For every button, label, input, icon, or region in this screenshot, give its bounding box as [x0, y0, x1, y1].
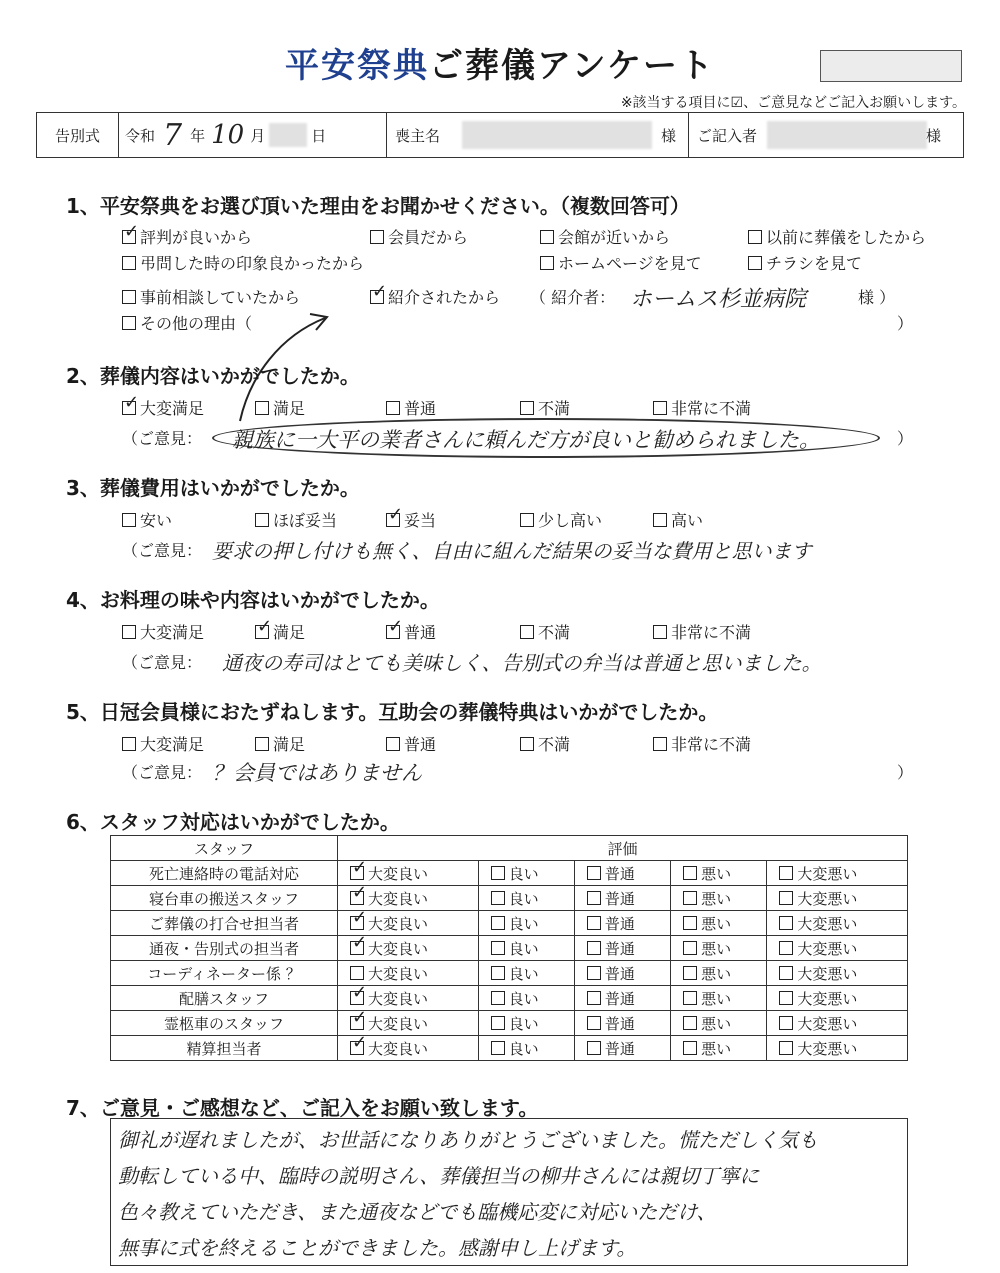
checkbox[interactable]	[683, 916, 697, 930]
rating-cell[interactable]	[767, 986, 908, 1011]
checkbox[interactable]	[683, 941, 697, 955]
q5-close-paren: ）	[897, 763, 914, 782]
q3-comment[interactable]: 要求の押し付けも無く、自由に組んだ結果の妥当な費用と思います	[212, 539, 812, 563]
rating-cell[interactable]	[574, 1011, 670, 1036]
checkbox[interactable]	[587, 991, 601, 1005]
q3-comment-label: （ご意見：	[122, 541, 203, 560]
checkbox[interactable]	[683, 966, 697, 980]
rating-cell[interactable]	[767, 936, 908, 961]
rating-label: 普通	[604, 964, 635, 983]
rating-label: 大変良い	[368, 989, 429, 1008]
table-row	[111, 911, 908, 936]
q4-title: 4、お料理の味や内容はいかがでしたか。	[66, 588, 440, 612]
checkbox[interactable]	[491, 866, 505, 880]
rating-label: 悪い	[701, 889, 732, 908]
q4-option[interactable]: 非常に不満	[653, 620, 751, 643]
checkbox[interactable]	[122, 290, 136, 304]
q4-option[interactable]: 大変満足	[122, 620, 204, 643]
brand-name: 平安祭典	[285, 46, 430, 86]
rating-cell[interactable]	[574, 986, 670, 1011]
day-redacted	[269, 123, 307, 147]
checkbox[interactable]	[255, 737, 269, 751]
introducer-suffix: 様 ）	[858, 288, 896, 307]
q6-title: 6、スタッフ対応はいかがでしたか。	[66, 810, 400, 834]
rating-cell[interactable]	[671, 861, 767, 886]
rating-cell[interactable]	[478, 911, 574, 936]
rating-cell[interactable]	[574, 886, 670, 911]
staff-role: 配膳スタッフ	[111, 986, 338, 1011]
q7-line: 色々教えていただき、また通夜などでも臨機応変に対応いただけ、	[118, 1200, 717, 1224]
title-text: ご葬儀アンケート	[429, 46, 715, 86]
rating-label: 良い	[508, 1014, 539, 1033]
day-label: 日	[311, 126, 327, 145]
q1-option[interactable]: 会館が近いから	[540, 225, 670, 248]
checkbox[interactable]	[350, 991, 364, 1005]
year-value[interactable]: 7	[163, 117, 183, 153]
rating-label: 悪い	[701, 914, 732, 933]
rating-label: 悪い	[701, 1039, 732, 1058]
rating-cell[interactable]	[338, 936, 479, 961]
checkbox[interactable]	[779, 991, 793, 1005]
q2-close-paren: ）	[897, 429, 914, 448]
rating-label: 良い	[508, 864, 539, 883]
chief-mourner-label: 喪主名	[395, 126, 441, 145]
respondent-label: ご記入者	[697, 126, 758, 145]
q4-option[interactable]: 不満	[520, 620, 570, 643]
q3-option[interactable]: 高い	[653, 508, 703, 531]
year-label: 年	[190, 126, 206, 145]
checkbox[interactable]	[653, 401, 667, 415]
checkbox[interactable]	[350, 966, 364, 980]
checkbox[interactable]	[587, 916, 601, 930]
q5-comment[interactable]: ？会員ではありません	[212, 761, 422, 785]
q1-option[interactable]: 弔問した時の印象良かったから	[122, 251, 364, 274]
rating-label: 良い	[508, 939, 539, 958]
rating-label: 大変悪い	[797, 989, 858, 1008]
checkbox[interactable]	[491, 1041, 505, 1055]
q1-option[interactable]: 会員だから	[370, 225, 468, 248]
header-row	[36, 112, 964, 158]
checkbox[interactable]	[350, 941, 364, 955]
rating-label: 普通	[604, 1014, 635, 1033]
rating-label: 悪い	[701, 939, 732, 958]
checkbox[interactable]	[779, 966, 793, 980]
rating-cell[interactable]	[478, 886, 574, 911]
chief-mourner-redacted	[462, 121, 652, 149]
q7-title: 7、ご意見・ご感想など、ご記入をお願い致します。	[66, 1096, 539, 1120]
checkbox[interactable]	[520, 737, 534, 751]
checkbox[interactable]	[370, 230, 384, 244]
rating-label: 大変良い	[368, 914, 429, 933]
checkbox[interactable]	[779, 916, 793, 930]
rating-cell[interactable]	[767, 1011, 908, 1036]
q4-option[interactable]: ✓ 満足	[255, 620, 305, 643]
rating-label: 大変悪い	[797, 1039, 858, 1058]
checkbox[interactable]	[350, 891, 364, 905]
q1-close-paren: ）	[897, 314, 914, 333]
rating-cell[interactable]	[671, 986, 767, 1011]
rating-cell[interactable]	[671, 1011, 767, 1036]
checkbox[interactable]	[587, 966, 601, 980]
q5-option[interactable]: 大変満足	[122, 732, 204, 755]
rating-label: 良い	[508, 989, 539, 1008]
checkbox[interactable]	[779, 1041, 793, 1055]
q2-option[interactable]: ✓大変満足	[122, 396, 204, 419]
checkbox[interactable]	[122, 230, 136, 244]
table-row	[111, 936, 908, 961]
table-row	[111, 1011, 908, 1036]
rating-cell[interactable]	[767, 861, 908, 886]
checkbox[interactable]	[779, 891, 793, 905]
rating-label: 普通	[604, 939, 635, 958]
q2-option[interactable]: 普通	[386, 396, 436, 419]
q5-option[interactable]: 満足	[255, 732, 305, 755]
staff-role: 通夜・告別式の担当者	[111, 936, 338, 961]
rating-cell[interactable]	[478, 861, 574, 886]
checkbox[interactable]	[491, 966, 505, 980]
q7-line: 無事に式を終えることができました。感謝申し上げます。	[118, 1236, 637, 1260]
service-label: 告別式	[54, 126, 100, 145]
chief-mourner-sama: 様	[660, 126, 676, 145]
checkbox[interactable]	[587, 891, 601, 905]
q2-option[interactable]: 不満	[520, 396, 570, 419]
checkbox[interactable]	[491, 916, 505, 930]
checkbox[interactable]	[587, 866, 601, 880]
table-header-row	[111, 836, 908, 861]
rating-label: 大変良い	[368, 889, 429, 908]
staff-role: コーディネーター係 ？	[111, 961, 338, 986]
rating-label: 良い	[508, 1039, 539, 1058]
checkbox[interactable]	[779, 866, 793, 880]
q2-comment[interactable]: 親族に一大平の業者さんに頼んだ方が良いと勧められました。	[232, 428, 820, 452]
checkbox[interactable]	[748, 256, 762, 270]
checkbox[interactable]	[491, 941, 505, 955]
q5-comment-label: （ご意見：	[122, 763, 203, 782]
q5-option[interactable]: 不満	[520, 732, 570, 755]
table-row	[111, 861, 908, 886]
rating-label: 大変悪い	[797, 964, 858, 983]
table-row	[111, 1036, 908, 1061]
rating-cell[interactable]	[767, 961, 908, 986]
q1-option[interactable]: ホームページを見て	[540, 251, 702, 274]
q1-title: 1、平安祭典をお選び頂いた理由をお聞かせください。（複数回答可）	[66, 194, 690, 218]
checkbox[interactable]	[653, 513, 667, 527]
rating-cell[interactable]	[574, 1036, 670, 1061]
checkbox[interactable]	[350, 1016, 364, 1030]
rating-cell[interactable]	[574, 961, 670, 986]
rating-cell[interactable]	[767, 911, 908, 936]
staff-role: 死亡連絡時の電話対応	[111, 861, 338, 886]
staff-role: ご葬儀の打合せ担当者	[111, 911, 338, 936]
rating-cell[interactable]	[478, 1011, 574, 1036]
rating-label: 普通	[604, 1039, 635, 1058]
rating-label: 普通	[604, 989, 635, 1008]
rating-cell[interactable]	[671, 936, 767, 961]
table-row	[111, 961, 908, 986]
checkbox[interactable]	[587, 1016, 601, 1030]
rating-cell[interactable]	[767, 1036, 908, 1061]
q1-option[interactable]: ✓評判が良いから	[122, 225, 252, 248]
q7-line: 御礼が遅れましたが、お世話になりありがとうございました。慌ただしく気も	[118, 1128, 818, 1152]
checkbox[interactable]	[779, 1016, 793, 1030]
checkbox[interactable]	[520, 513, 534, 527]
q4-option[interactable]: ✓ 普通	[386, 620, 436, 643]
q5-option[interactable]: 非常に不満	[653, 732, 751, 755]
q3-option[interactable]: ✓ 妥当	[386, 508, 436, 531]
rating-label: 大変良い	[368, 964, 429, 983]
col-staff: スタッフ	[111, 836, 338, 861]
q2-comment-label: （ご意見：	[122, 429, 203, 448]
rating-cell[interactable]	[478, 961, 574, 986]
checkbox[interactable]	[520, 401, 534, 415]
checkbox[interactable]	[491, 991, 505, 1005]
checkbox[interactable]	[370, 290, 384, 304]
checkbox[interactable]	[122, 513, 136, 527]
q3-option[interactable]: 少し高い	[520, 508, 602, 531]
checkbox[interactable]	[255, 513, 269, 527]
staff-role: 寝台車の搬送スタッフ	[111, 886, 338, 911]
rating-label: 良い	[508, 964, 539, 983]
q1-option[interactable]: 事前相談していたから	[122, 285, 300, 308]
introducer-label: （ 紹介者：	[530, 288, 616, 307]
rating-cell[interactable]	[338, 1036, 479, 1061]
respondent-cell	[689, 113, 963, 157]
rating-label: 悪い	[701, 964, 732, 983]
rating-cell[interactable]	[574, 911, 670, 936]
q1-option[interactable]: チラシを見て	[748, 251, 862, 274]
staff-role: 精算担当者	[111, 1036, 338, 1061]
q5-title: 5、日冠会員様におたずねします。互助会の葬儀特典はいかがでしたか。	[66, 700, 719, 724]
rating-label: 良い	[508, 914, 539, 933]
q2-option[interactable]: 満足	[255, 396, 305, 419]
checkbox[interactable]	[683, 1016, 697, 1030]
checkbox[interactable]	[255, 625, 269, 639]
checkbox[interactable]	[122, 316, 136, 330]
respondent-redacted	[767, 121, 927, 149]
checkbox[interactable]	[122, 401, 136, 415]
rating-label: 普通	[604, 889, 635, 908]
checkbox[interactable]	[683, 891, 697, 905]
month-value[interactable]: 10	[211, 120, 245, 150]
checkbox[interactable]	[653, 737, 667, 751]
q5-option[interactable]: 普通	[386, 732, 436, 755]
rating-cell[interactable]	[574, 861, 670, 886]
rating-label: 悪い	[701, 1014, 732, 1033]
rating-cell[interactable]	[671, 961, 767, 986]
rating-label: 普通	[604, 864, 635, 883]
rating-cell[interactable]	[767, 886, 908, 911]
rating-cell[interactable]	[478, 1036, 574, 1061]
introducer-value[interactable]: ホームス杉並病院	[630, 287, 807, 312]
q1-option[interactable]: その他の理由（	[122, 311, 252, 334]
checkbox[interactable]	[350, 1041, 364, 1055]
rating-label: 大変悪い	[797, 914, 858, 933]
checkbox[interactable]	[122, 256, 136, 270]
rating-cell[interactable]	[478, 936, 574, 961]
era-label: 令和	[125, 126, 156, 145]
checkbox[interactable]	[350, 866, 364, 880]
rating-cell[interactable]	[671, 1036, 767, 1061]
rating-label: 普通	[604, 914, 635, 933]
table-row	[111, 986, 908, 1011]
checkbox[interactable]	[122, 737, 136, 751]
q4-comment-label: （ご意見：	[122, 653, 203, 672]
chief-mourner-cell	[387, 113, 689, 157]
rating-label: 悪い	[701, 864, 732, 883]
q4-comment[interactable]: 通夜の寿司はとても美味しく、告別式の弁当は普通と思いました。	[222, 651, 822, 675]
checkbox[interactable]	[683, 866, 697, 880]
checkbox[interactable]	[653, 625, 667, 639]
checkbox[interactable]	[683, 1041, 697, 1055]
rating-cell[interactable]	[574, 936, 670, 961]
rating-label: 大変良い	[368, 939, 429, 958]
rating-label: 大変悪い	[797, 864, 858, 883]
q1-option[interactable]: ✓ 紹介されたから	[370, 285, 500, 308]
checkbox[interactable]	[520, 625, 534, 639]
rating-label: 大変良い	[368, 864, 429, 883]
service-label-cell	[37, 113, 119, 157]
checkbox[interactable]	[491, 1016, 505, 1030]
checkbox[interactable]	[748, 230, 762, 244]
q2-option[interactable]: 非常に不満	[653, 396, 751, 419]
date-cell	[119, 113, 387, 157]
checkbox[interactable]	[491, 891, 505, 905]
checkbox[interactable]	[386, 737, 400, 751]
rating-label: 良い	[508, 889, 539, 908]
rating-label: 大変良い	[368, 1039, 429, 1058]
rating-label: 大変悪い	[797, 939, 858, 958]
q2-title: 2、葬儀内容はいかがでしたか。	[66, 364, 360, 388]
rating-label: 大変良い	[368, 1014, 429, 1033]
q1-option[interactable]: 以前に葬儀をしたから	[748, 225, 926, 248]
checkbox[interactable]	[587, 1041, 601, 1055]
staff-rating-table	[110, 835, 908, 1061]
staff-role: 霊柩車のスタッフ	[111, 1011, 338, 1036]
rating-label: 悪い	[701, 989, 732, 1008]
checkbox[interactable]	[587, 941, 601, 955]
q3-title: 3、葬儀費用はいかがでしたか。	[66, 476, 360, 500]
q3-option[interactable]: 安い	[122, 508, 172, 531]
checkbox[interactable]	[386, 625, 400, 639]
q3-option[interactable]: ほぼ妥当	[255, 508, 337, 531]
checkbox[interactable]	[350, 916, 364, 930]
checkbox[interactable]	[122, 625, 136, 639]
respondent-sama: 様	[925, 126, 941, 145]
checkbox[interactable]	[255, 401, 269, 415]
rating-cell[interactable]	[671, 911, 767, 936]
rating-label: 大変悪い	[797, 889, 858, 908]
checkbox[interactable]	[540, 256, 554, 270]
checkbox[interactable]	[386, 513, 400, 527]
rating-cell[interactable]	[671, 886, 767, 911]
checkbox[interactable]	[386, 401, 400, 415]
checkbox[interactable]	[683, 991, 697, 1005]
table-row	[111, 886, 908, 911]
instruction-note: ※該当する項目に☑、ご意見などご記入お願いします。	[620, 95, 966, 111]
col-eval: 評価	[338, 836, 908, 861]
checkbox[interactable]	[540, 230, 554, 244]
q7-line: 動転している中、臨時の説明さん、葬儀担当の柳井さんには親切丁寧に	[118, 1164, 760, 1188]
month-label: 月	[250, 126, 266, 145]
checkbox[interactable]	[779, 941, 793, 955]
redacted-id-box	[820, 50, 962, 82]
staff-table-body	[111, 861, 908, 1061]
rating-cell[interactable]	[478, 986, 574, 1011]
rating-label: 大変悪い	[797, 1014, 858, 1033]
